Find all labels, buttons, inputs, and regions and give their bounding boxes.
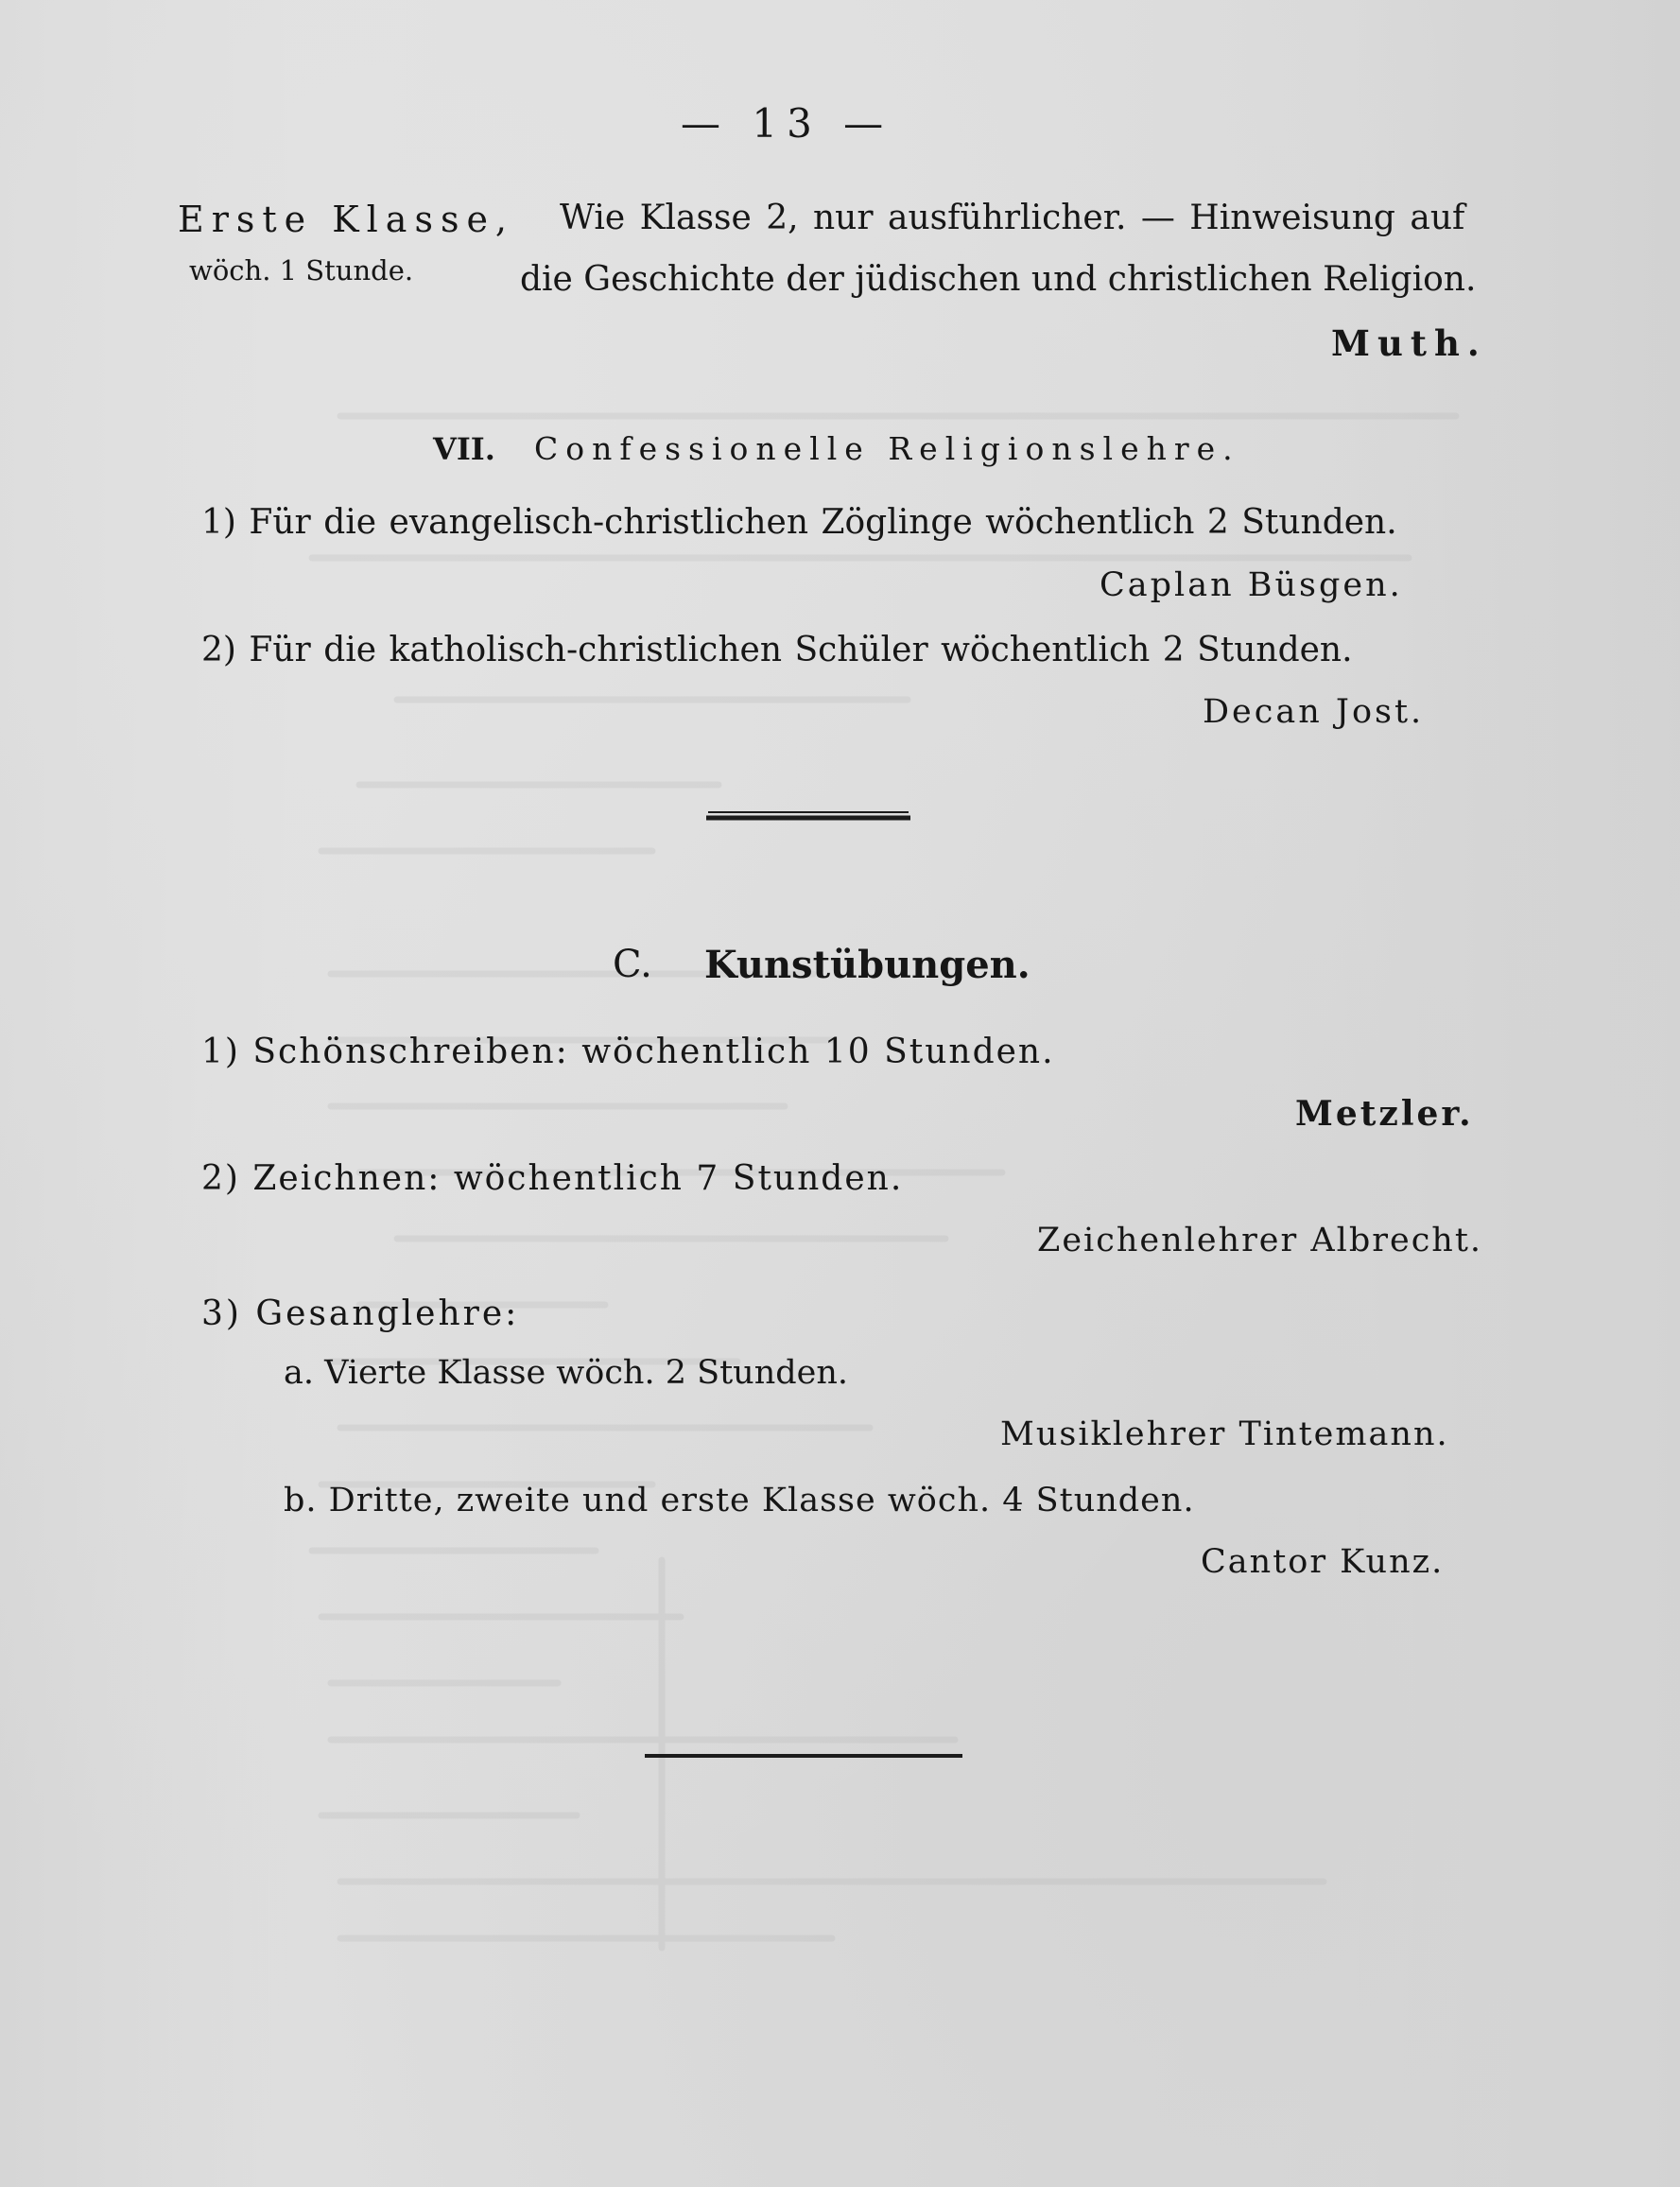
teacher-name: Zeichenlehrer Albrecht. (1037, 1222, 1483, 1259)
list-item-text: 2) Zeichnen: wöchentlich 7 Stunden. (201, 1159, 904, 1198)
class-description-line-1: Wie Klasse 2, nur ausführlicher. — Hinweisung auf (560, 199, 1465, 237)
section-heading: Kunstübungen. (704, 943, 1031, 987)
page-number: — 13 — (681, 100, 893, 147)
teacher-name: Decan Jost. (1203, 693, 1425, 731)
section-divider (704, 807, 912, 824)
teacher-name: Cantor Kunz. (1201, 1543, 1445, 1581)
class-label: Erste Klasse, (178, 199, 515, 240)
teacher-name: Caplan Büsgen. (1100, 566, 1403, 604)
list-item-text: 2) Für die katholisch-christlichen Schüler wöchentlich 2 Stunden. (201, 631, 1353, 669)
section-letter: C. (613, 943, 652, 986)
teacher-name: Musiklehrer Tintemann. (1000, 1415, 1449, 1453)
section-divider (643, 1751, 964, 1761)
section-heading: Confessionelle Religionslehre. (534, 430, 1240, 467)
teacher-name: Metzler. (1295, 1094, 1474, 1134)
list-item-text: 1) Für die evangelisch-christlichen Zöglinge wöchentlich 2 Stunden. (201, 503, 1397, 542)
class-hours: wöch. 1 Stunde. (189, 254, 414, 286)
sublist-item-text: b. Dritte, zweite und erste Klasse wöch. 4 Stunden. (284, 1482, 1195, 1519)
class-description-line-2: die Geschichte der jüdischen und christlichen Religion. (520, 260, 1477, 299)
teacher-name: Muth. (1331, 322, 1487, 364)
list-item-text: 1) Schönschreiben: wöchentlich 10 Stunden. (201, 1033, 1055, 1071)
sublist-item-text: a. Vierte Klasse wöch. 2 Stunden. (284, 1354, 849, 1392)
section-numeral: VII. (433, 431, 495, 467)
list-item-text: 3) Gesanglehre: (201, 1294, 520, 1333)
